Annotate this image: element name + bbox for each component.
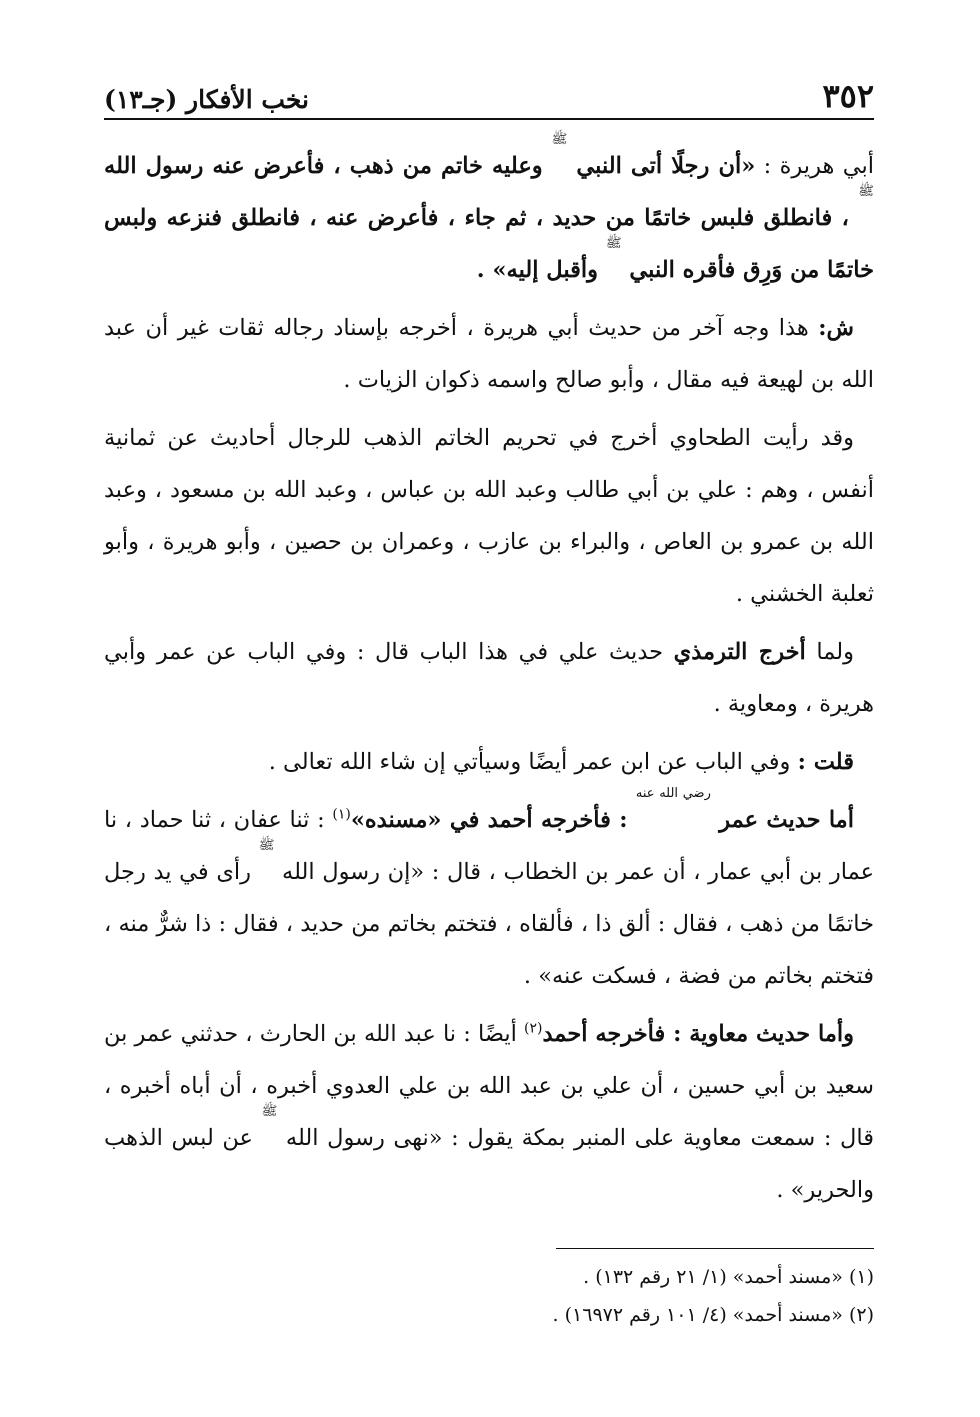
bold-phrase: وأما حديث معاوية : فأخرجه أحمد (542, 1021, 854, 1047)
salutation-mark: ﷺ (261, 1104, 278, 1119)
bold-phrase: أما حديث عمر (710, 807, 854, 833)
paragraph-commentary (104, 302, 874, 406)
text-segment: «أن رجلًا أتى النبي (567, 153, 756, 179)
text-segment: ، فانطلق فلبس خاتمًا من حديد ، ثم جاء ، فأعرض عنه ، فانطلق فنزعه ولبس خاتمًا من وَرِق فأقره النبي (104, 205, 874, 283)
footnote-ref[interactable]: (١) (332, 806, 351, 823)
text-segment: : ثنا عفان ، ثنا حماد ، نا عمار بن أبي عمار ، أن عمر بن الخطاب ، قال : «إن رسول الله (104, 807, 875, 885)
footnote-2: (٢) «مسند أحمد» (٤/ ١٠١ رقم ١٦٩٧٢) . (552, 1304, 874, 1326)
paragraph-tahawi (104, 412, 874, 620)
text-segment: وقد رأيت الطحاوي أخرج في تحريم الخاتم الذهب للرجال أحاديث عن ثمانية أنفس ، وهم : علي بن أبي طالب وعبد الله بن عباس ، وعبد الله بن مسعود ، وعبد الله بن عمرو بن العاص ، والبراء بن عازب ، وعمران بن حصين ، وأبو هريرة ، وأبو ثعلبة الخشني . (104, 425, 874, 607)
salutation-mark: ﷺ (258, 838, 275, 853)
footnote-1: (١) «مسند أحمد» (١/ ٢١ رقم ١٣٢) . (583, 1266, 874, 1288)
paragraph-hadith-abu-hurayra (104, 132, 874, 296)
footnotes (104, 1258, 874, 1334)
book-title: نخب الأفكار (جـ١٣) (104, 85, 310, 114)
footnote-divider (556, 1248, 874, 1249)
salutation-mark: ﷺ (605, 236, 622, 251)
body-text (104, 132, 875, 1216)
text-segment: أيضًا : نا عبد الله بن الحارث ، حدثني عمر بن سعيد بن أبي حسين ، أن علي بن عبد الله بن علي العدوي أخبره ، أن أباه أخبره ، قال : سمعت معاوية على المنبر بمكة يقول : «نهى رسول الله (104, 1021, 874, 1151)
book-page (104, 68, 874, 1358)
salutation-mark: ﷺ (858, 184, 874, 199)
text-segment: هذا وجه آخر من حديث أبي هريرة ، أخرجه بإسناد رجاله ثقات غير أن عبد الله بن لهيعة فيه مقال ، وأبو صالح واسمه ذكوان الزيات . (104, 315, 874, 393)
bold-phrase: أخرج الترمذي (673, 639, 806, 665)
radiallahu-mark: رضي الله عنه (635, 786, 711, 801)
running-header (104, 68, 874, 120)
text-segment: حديث علي في هذا الباب قال : وفي الباب عن عمر وأبي هريرة ، ومعاوية . (104, 639, 874, 717)
paragraph-hadith-muawiya (104, 1008, 874, 1216)
paragraph-tirmidhi (104, 626, 874, 730)
text-segment: وعليه خاتم من ذهب ، فأعرض عنه رسول الله (104, 153, 552, 179)
text-segment: وأقبل إليه» . (476, 257, 606, 283)
text-segment: أبي هريرة : (755, 153, 874, 179)
paragraph-hadith-umar (104, 786, 875, 1002)
qultu-label: قلت : (797, 749, 854, 775)
salutation-mark: ﷺ (551, 132, 568, 147)
text-segment: ولما (805, 639, 854, 665)
page-number: ٣٥٢ (822, 77, 874, 115)
text-segment: رأى في يد رجل خاتمًا من ذهب ، فقال : ألق ذا ، فألقاه ، فتختم بخاتم من حديد ، فقال : ذا شرٌّ منه ، فتختم بخاتم من فضة ، فسكت عنه» . (104, 859, 874, 989)
text-segment: وفي الباب عن ابن عمر أيضًا وسيأتي إن شاء الله تعالى . (268, 749, 798, 775)
bold-phrase: : فأخرجه أحمد في «مسنده» (350, 807, 636, 833)
text-segment: عن لبس الذهب والحرير» . (104, 1125, 874, 1203)
commentary-label: ش: (818, 315, 854, 341)
footnote-ref[interactable]: (٢) (524, 1020, 543, 1037)
paragraph-qultu (104, 736, 874, 788)
